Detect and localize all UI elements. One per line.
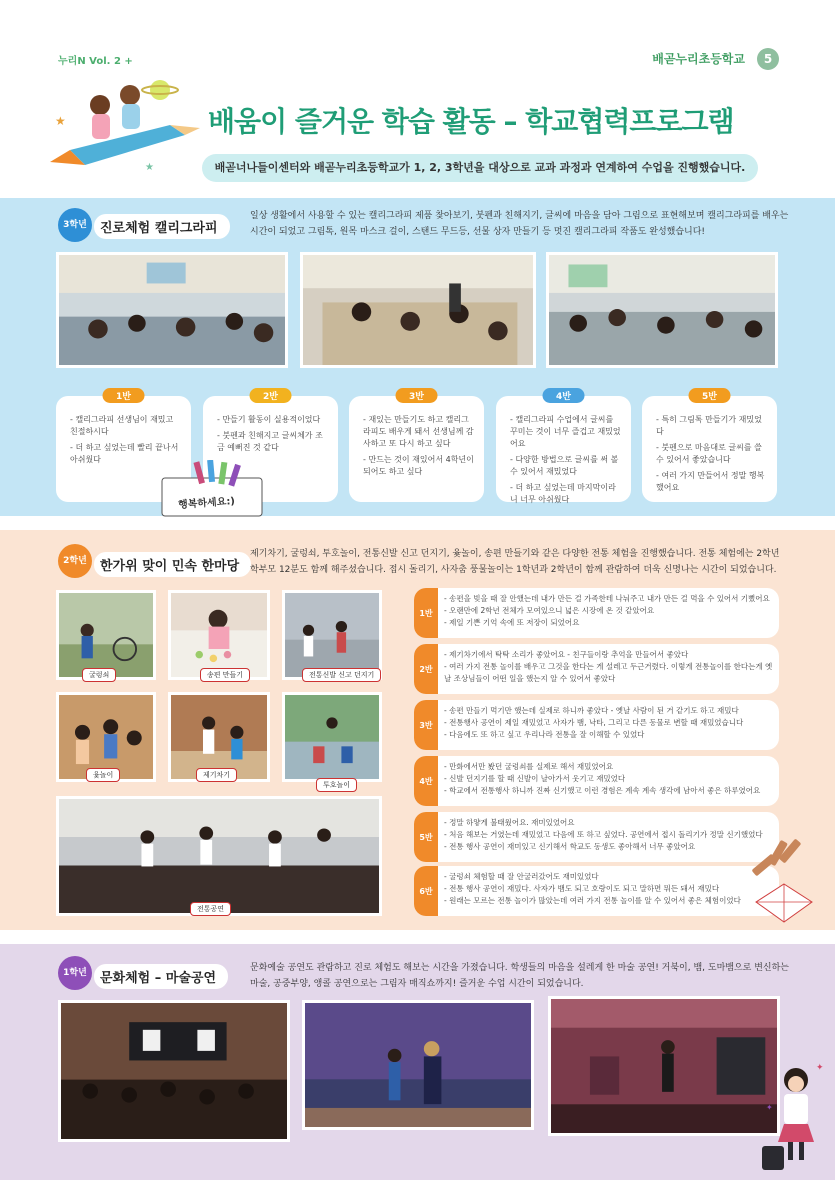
page-title: 배움이 즐거운 학습 활동 – 학교협력프로그램 [208, 105, 734, 138]
section-title: 문화체험 – 마술공연 [94, 964, 228, 989]
section-title: 한가위 맞이 민속 한마당 [94, 552, 251, 577]
feedback-item: - 캘리그라피 수업에서 글씨를 꾸미는 것이 너무 즐겁고 재밌었어요 [510, 414, 621, 450]
class-number: 1반 [414, 588, 438, 638]
feedback-item: - 굴렁쇠 체험할 때 잘 안굴러갔어도 재미있었다 [444, 871, 773, 883]
feedback-item: - 제일 기쁜 기억 속에 또 저장이 되었어요 [444, 617, 773, 629]
calligraphy-photo [546, 252, 778, 368]
class-feedback-card [496, 392, 631, 504]
photo-caption: 전통공연 [190, 902, 231, 916]
feedback-item: - 만드는 것이 재있어서 4학년이 되어도 하고 싶다 [363, 454, 474, 478]
feedback-list [444, 761, 773, 797]
magic-show-photo [548, 996, 780, 1136]
feedback-item: - 다양한 방법으로 글씨를 써 볼 수 있어서 재밌었다 [510, 454, 621, 478]
feedback-list [444, 593, 773, 629]
feedback-item: - 캘리그라피 선생님이 재밌고 친절하시다 [70, 414, 181, 438]
calligraphy-photo [56, 252, 288, 368]
yut-board-illustration [752, 836, 816, 926]
grade-badge: 2학년 [58, 544, 92, 578]
photo-caption: 투호놀이 [316, 778, 357, 792]
feedback-item: - 여러 가지 전통 놀이를 배우고 그것을 한다는 게 설레고 두근거렸다. 이렇게 전통놀이를 한다는게 옛날 조상님들이 어떤 일을 했는지 알 수 있어서 좋았다 [444, 661, 773, 685]
class-feedback-row [414, 588, 779, 638]
feedback-item: - 다음에도 또 하고 싶고 우리나라 전통을 잘 이해할 수 있었다 [444, 729, 773, 741]
feedback-list [444, 649, 773, 685]
feedback-item: - 만화에서만 봤던 굴렁쇠를 실제로 해서 재밌었어요 [444, 761, 773, 773]
sign-board-illustration [158, 460, 268, 520]
section-description: 일상 생활에서 사용할 수 있는 캘리그라피 제품 찾아보기, 붓펜과 친해지기, 글씨에 마음을 담아 그림으로 표현해보며 캘리그라피를 배우는 시간이 되었고 그림톡, 원목 마스크 걸이, 스탠드 무드등, 선물 상자 만들기 등 멋진 캘리그라피 작품도 완성했습니다! [250, 211, 789, 237]
class-number: 4반 [414, 756, 438, 806]
feedback-item: - 전통행사 공연이 제일 재밌었고 사자가 뱀, 낙타, 그리고 다른 동물로 변할 때 재밌었습니다 [444, 717, 773, 729]
feedback-item: - 더 하고 싶었는데 마지막이라니 너무 아쉬웠다 [510, 482, 621, 506]
feedback-list [510, 414, 621, 506]
section-title: 진로체험 캘리그라피 [94, 214, 230, 239]
feedback-item: - 학교에서 전통행사 하니까 진짜 신기했고 이런 경험은 계속 계속 생각에 남아서 좋은 하루였어요 [444, 785, 773, 797]
feedback-item: - 오랜만에 2학년 전체가 모여있으니 넓은 시장에 온 것 같았어요 [444, 605, 773, 617]
feedback-item: - 여러 가지 만들어서 정말 행복했어요 [656, 470, 767, 494]
hoop-rolling-photo [56, 590, 156, 680]
svg-text:★: ★ [55, 114, 66, 128]
feedback-list [70, 414, 181, 466]
class-label: 1반 [102, 388, 145, 403]
class-number: 2반 [414, 644, 438, 694]
feedback-item: - 더 하고 싶었는데 빨리 끝나서 아쉬웠다 [70, 442, 181, 466]
class-number: 6반 [414, 866, 438, 916]
grade-badge: 1학년 [58, 956, 92, 990]
magic-show-photo [58, 1000, 290, 1142]
svg-text:★: ★ [145, 162, 154, 173]
class-feedback-row [414, 756, 779, 806]
page-subtitle: 배곧너나들이센터와 배곧누리초등학교가 1, 2, 3학년을 대상으로 교과 과정과 연계하여 수업을 진행했습니다. [202, 154, 758, 182]
class-label: 3반 [395, 388, 438, 403]
magazine-label: 누리N Vol. 2 + [58, 56, 133, 67]
feedback-list [217, 414, 328, 454]
feedback-item: - 송편 만들기 먹기만 했는데 실제로 하니까 좋았다 - 옛날 사람이 된 거 같기도 하고 재밌다 [444, 705, 773, 717]
feedback-item: - 붓펜으로 마음대로 글씨를 쓸 수 있어서 좋았습니다 [656, 442, 767, 466]
magician-illustration [760, 1050, 830, 1175]
class-feedback-row [414, 866, 779, 916]
svg-text:✦: ✦ [816, 1063, 824, 1073]
class-feedback-row [414, 644, 779, 694]
feedback-item: - 제기차기에서 탁탁 소리가 좋았어요 - 친구들이랑 추억을 만들어서 좋았다 [444, 649, 773, 661]
class-feedback-row [414, 812, 779, 862]
songpyeon-photo [168, 590, 270, 680]
class-feedback-card [642, 392, 777, 502]
feedback-item: - 특히 그림톡 만들기가 재밌었다 [656, 414, 767, 438]
feedback-item: - 송편을 빚을 때 잘 안했는데 내가 만든 걸 가족한테 나눠주고 내가 만든 걸 먹을 수 있어서 기뻤어요 [444, 593, 773, 605]
feedback-item: - 처음 해보는 거였는데 재밌었고 다음에 또 하고 싶었다. 공연에서 접시 돌리기가 정말 신기했었다 [444, 829, 773, 841]
photo-caption: 윷놀이 [86, 768, 120, 782]
feedback-item: - 전통 행사 공연이 재미있고 신기해서 학교도 동생도 좋아해서 너무 좋았어요 [444, 841, 773, 853]
magic-show-photo [302, 1000, 534, 1130]
kids-pencil-illustration [40, 70, 210, 180]
photo-caption: 송편 만들기 [200, 668, 250, 682]
feedback-item: - 신발 던지기를 할 때 신발이 날아가서 웃기고 재밌었다 [444, 773, 773, 785]
tuho-photo [282, 692, 382, 782]
feedback-item: - 만들기 활동이 실용적이었다 [217, 414, 328, 426]
feedback-list [444, 705, 773, 741]
svg-text:✦: ✦ [766, 1103, 773, 1112]
photo-caption: 굴렁쇠 [82, 668, 116, 682]
class-number: 3반 [414, 700, 438, 750]
feedback-item: - 붓펜과 친해지고 글씨체가 조금 예뻐진 것 같다 [217, 430, 328, 454]
calligraphy-photo [300, 252, 536, 368]
class-feedback-card [349, 392, 484, 502]
feedback-item: - 재있는 만들기도 하고 캘리그라피도 배우게 돼서 선생님께 감사하고 또 다시 하고 싶다 [363, 414, 474, 450]
class-label: 5반 [688, 388, 731, 403]
class-feedback-row [414, 700, 779, 750]
feedback-item: - 원래는 모르는 전통 놀이가 많았는데 여러 가지 전통 놀이를 알 수 있어서 좋은 체험이었다 [444, 895, 773, 907]
sign-text: 행복하세요:) [177, 496, 236, 511]
page-number: 5 [757, 48, 779, 70]
feedback-item: - 정말 하얗게 불태웠어요. 재미있었어요 [444, 817, 773, 829]
class-label: 2반 [249, 388, 292, 403]
feedback-list [656, 414, 767, 494]
section-description: 문화예술 공연도 관람하고 진로 체험도 해보는 시간을 가졌습니다. 학생들의 마음을 설레게 한 마술 공연! 거북이, 뱀, 도마뱀으로 변신하는 마술, 공중부양, 앵콜 공연으로는 그림자 매직쇼까지! 즐거운 수업 시간이 되었습니다. [250, 963, 789, 989]
class-number: 5반 [414, 812, 438, 862]
feedback-list [444, 817, 773, 853]
shoe-throwing-photo [282, 590, 382, 680]
feedback-item: - 전통 행사 공연이 재밌다. 사자가 뱀도 되고 호랑이도 되고 말하면 뭐든 돼서 재밌다 [444, 883, 773, 895]
feedback-list [444, 871, 773, 907]
section-description: 제기차기, 굴렁쇠, 투호놀이, 전통신발 신고 던지기, 윷놀이, 송편 만들기와 같은 다양한 전통 체험을 진행했습니다. 전통 체험에는 2학년 학부모 12분도 함께 해주셨습니다. 접시 돌리기, 사자춤 풍물놀이는 1학년과 2학년이 함께 관람하여 더욱 신명나는 시간이 되었습니다. [250, 549, 780, 575]
photo-caption: 전통신발 신고 던지기 [302, 668, 381, 682]
school-name: 배곧누리초등학교 [652, 52, 745, 66]
class-label: 4반 [542, 388, 585, 403]
grade-badge: 3학년 [58, 208, 92, 242]
traditional-performance-photo [56, 796, 382, 916]
feedback-list [363, 414, 474, 478]
photo-caption: 제기차기 [196, 768, 237, 782]
